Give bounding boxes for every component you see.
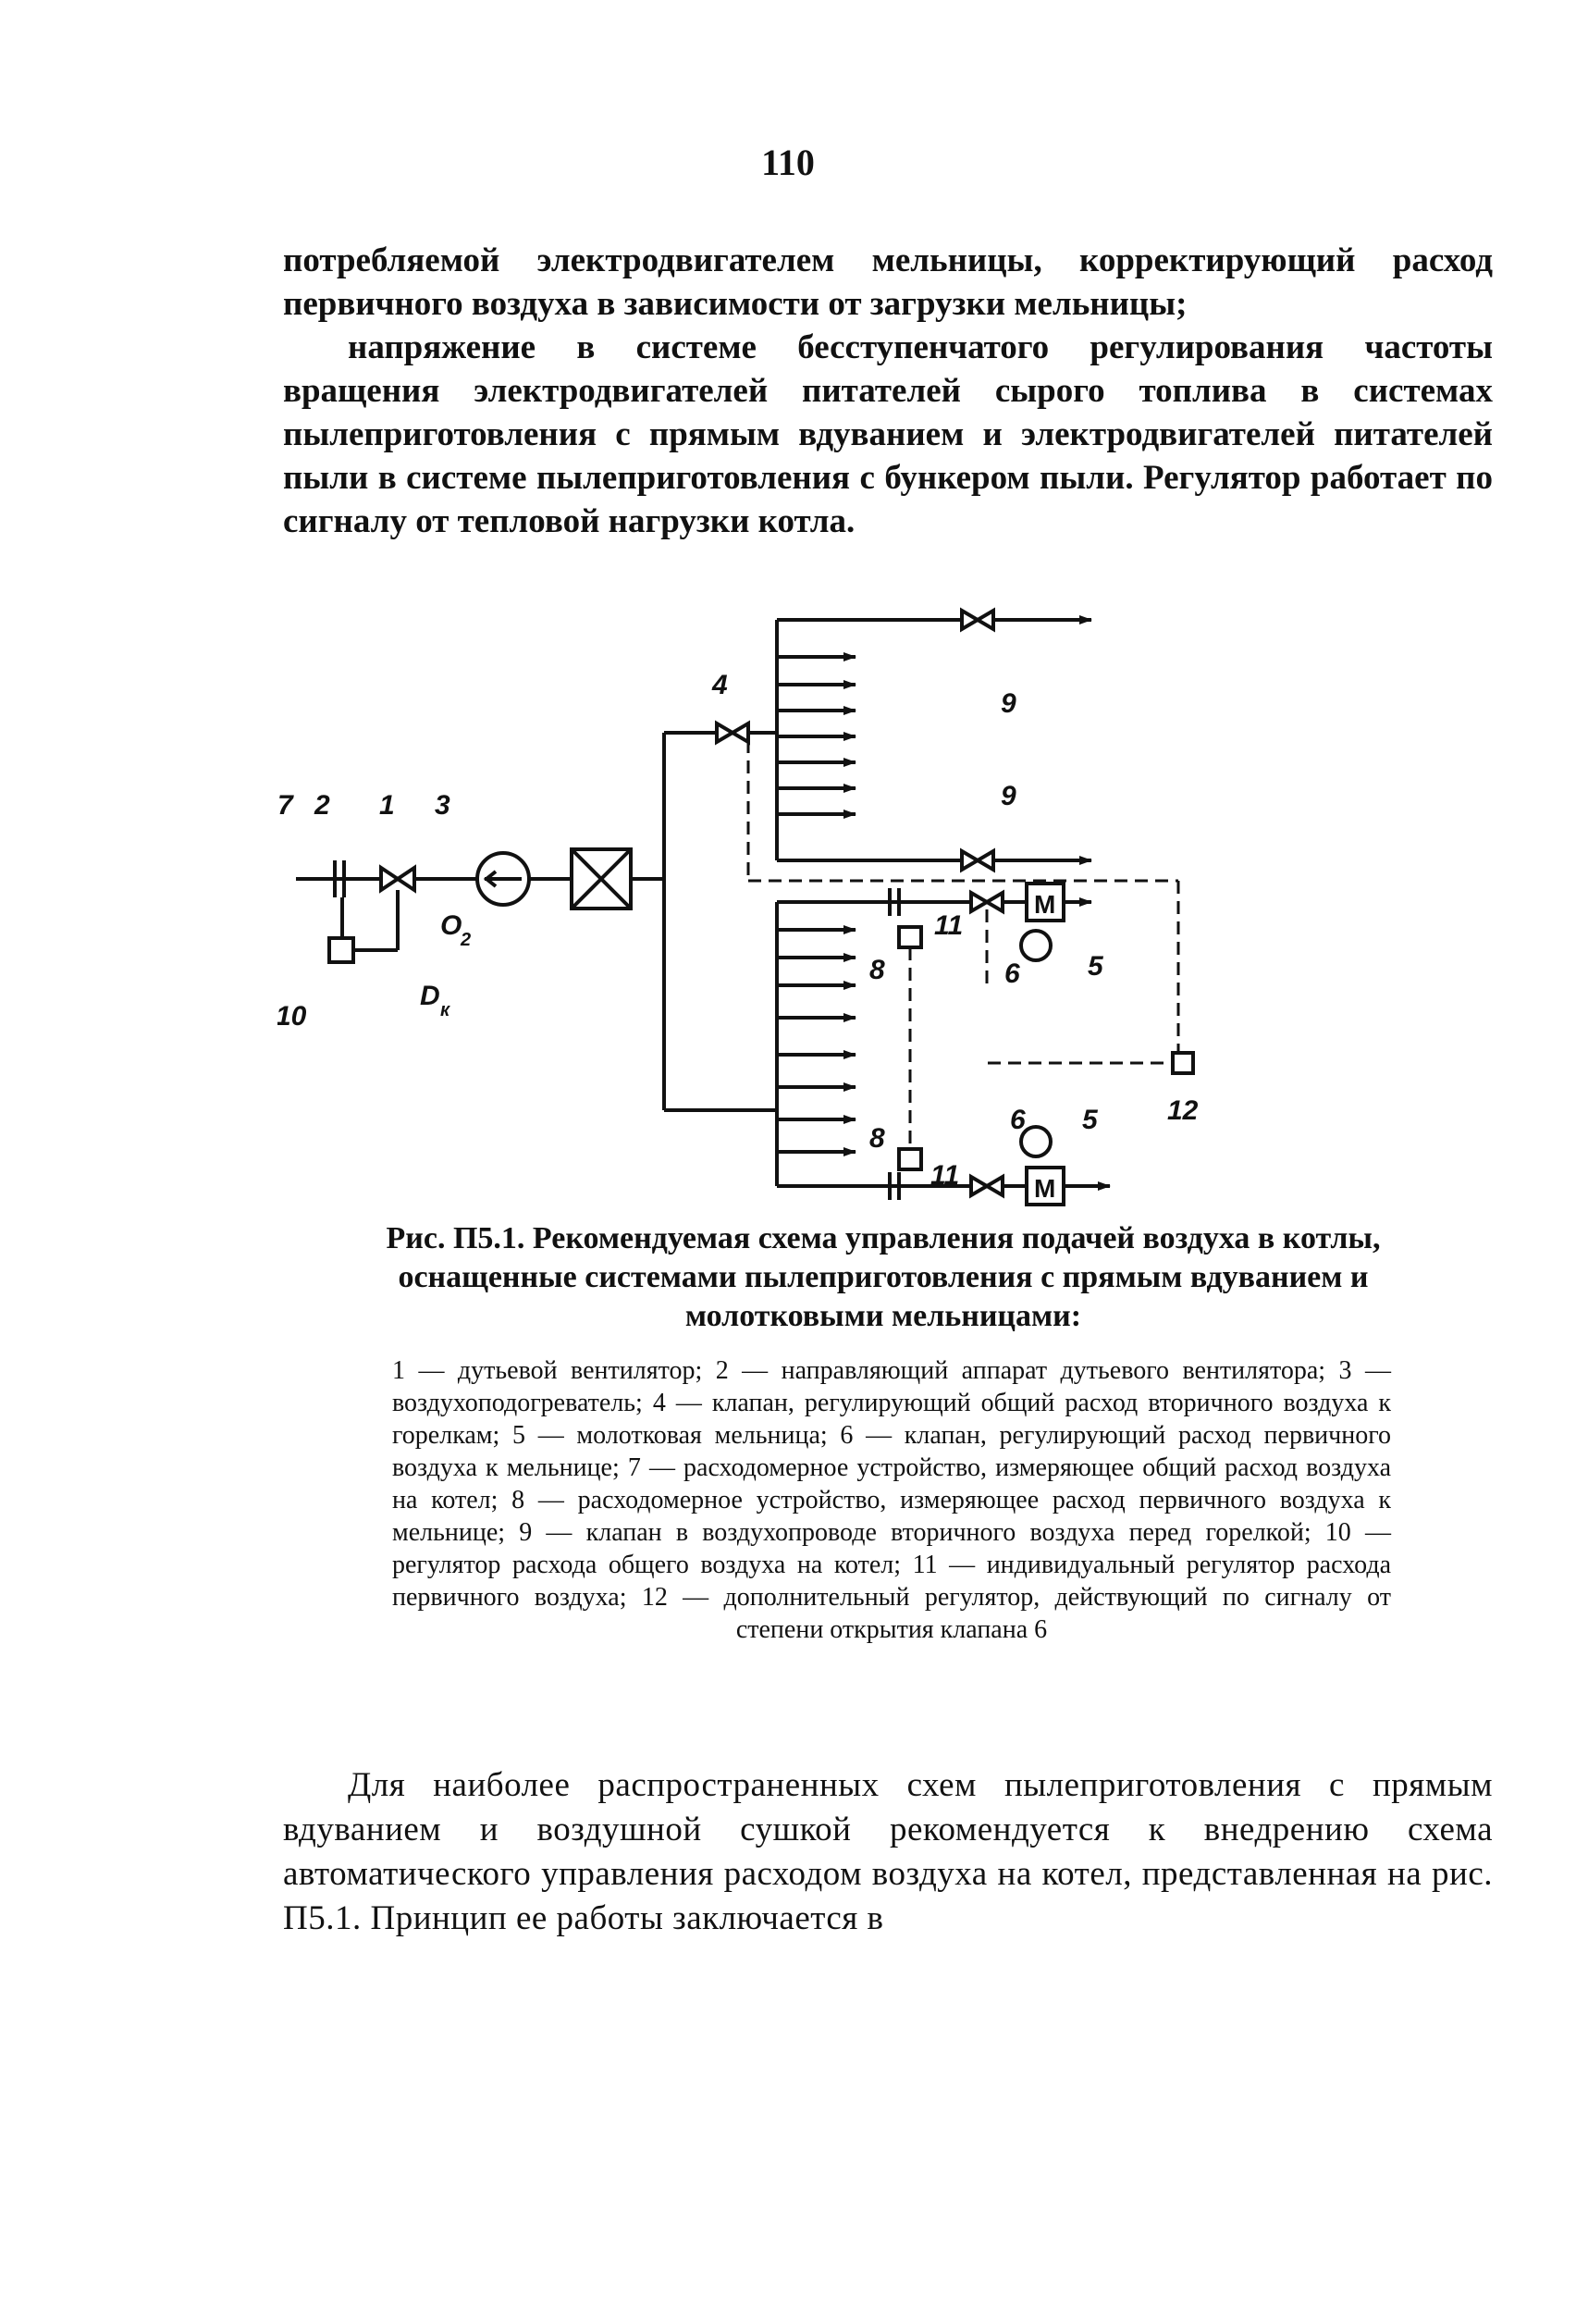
label-10: 10: [277, 1001, 307, 1032]
paragraph-voltage: напряжение в системе бесступенчатого регулирования частоты вращения электродвигателей питателей сырого топлива в системах пылеприготовления с прямым вдуванием и электродвигателей питателей пыли в системе пылеприготовления с бункером пыли. Регулятор работает по сигналу от тепловой нагрузки котла.: [283, 328, 1493, 540]
label-7: 7: [277, 790, 293, 821]
valve-4: [717, 723, 748, 742]
label-5-upper: 5: [1088, 951, 1103, 982]
label-6-lower: 6: [1010, 1105, 1026, 1135]
label-3: 3: [435, 790, 450, 821]
label-dk-sub: к: [440, 1000, 450, 1020]
valve-6-lower: [971, 1177, 1003, 1195]
label-m-upper: M: [1034, 890, 1056, 919]
label-8-lower: 8: [869, 1123, 885, 1154]
regulator-11-upper: [899, 927, 921, 947]
figure-caption-legend: 1 — дутьевой вентилятор; 2 — направляющий аппарат дутьевого вентилятора; 3 — воздухоподогреватель; 4 — клапан, регулирующий общий расход вторичного воздуха к горелкам; 5 — молотковая мельница; 6 — клапан, регулирующий расход первичного воздуха к мельнице; 7 — расходомерное устройство, измеряющее общий расход воздуха на котел; 8 — расходомерное устройство, измеряющее расход первичного воздуха к мельнице; 9 — клапан в воздухопроводе вторичного воздуха перед горелкой; 10 — регулятор расхода общего воздуха на котел; 11 — индивидуальный регулятор расхода первичного воздуха; 12 — дополнительный регулятор, действующий по сигналу от степени открытия клапана 6: [392, 1356, 1391, 1644]
label-8-upper: 8: [869, 955, 885, 985]
valve-9-bottom: [962, 851, 993, 870]
label-4: 4: [712, 670, 728, 700]
figure-caption-title: Рис. П5.1. Рекомендуемая схема управления подачей воздуха в котлы, оснащенные системами пылеприготовления с прямым вдуванием и молотковыми мельницами:: [386, 1221, 1381, 1333]
figure-air-control-diagram: [277, 583, 1480, 1212]
regulator-11-lower: [899, 1149, 921, 1169]
label-11-lower: 11: [930, 1160, 960, 1191]
label-9-bottom: 9: [1001, 781, 1016, 811]
label-m-lower: M: [1034, 1174, 1056, 1203]
label-o2: O: [440, 910, 462, 941]
label-6-upper: 6: [1004, 958, 1020, 989]
mill-motor-upper: [1021, 931, 1051, 960]
label-11-upper: 11: [934, 910, 964, 941]
regulator-12: [1173, 1053, 1193, 1073]
guide-vane-2: [381, 868, 414, 890]
page-number: 110: [761, 142, 815, 183]
label-5-lower: 5: [1082, 1105, 1098, 1135]
valve-9-top: [962, 611, 993, 629]
label-2: 2: [314, 790, 330, 821]
regulator-10: [329, 938, 353, 962]
mill-motor-lower: [1021, 1127, 1051, 1156]
paragraph-bottom: Для наиболее распространенных схем пылеприготовления с прямым вдуванием и воздушной сушкой рекомендуется к внедрению схема автоматического управления расходом воздуха на котел, представленная на рис. П5.1. Принцип ее работы заключается в: [283, 1766, 1493, 1937]
label-9-top: 9: [1001, 688, 1016, 719]
label-dk: D: [420, 981, 440, 1011]
label-12: 12: [1167, 1095, 1199, 1126]
valve-6-upper: [971, 893, 1003, 911]
paragraph-continuation: потребляемой электродвигателем мельницы, корректирующий расход первичного воздуха в зависимости от загрузки мельницы;: [283, 241, 1493, 323]
label-o2-sub: 2: [461, 930, 472, 950]
label-1: 1: [379, 790, 395, 821]
diagram-svg: [277, 583, 1480, 1212]
